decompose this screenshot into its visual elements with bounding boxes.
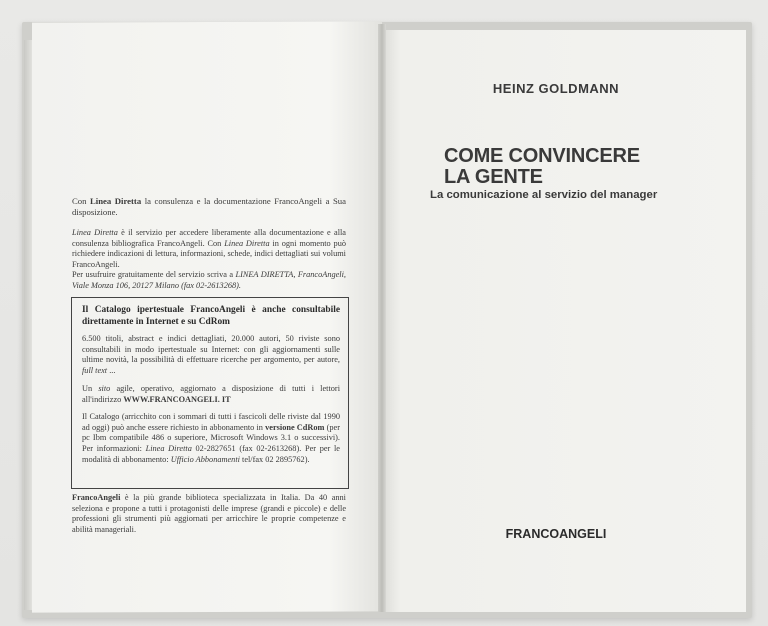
- service-paragraph: Linea Diretta è il servizio per accedere liberamente alla documentazione e alla consulenza bibliografica FrancoAngeli. Con Linea Diretta in ogni momento può richiedere indicazioni di lettura, informazioni, schede, indici dettagliati sui volumi FrancoAngeli. Per usufruire gratuitamente del servizio scriva a LINEA DIRETTA, FrancoAngeli, Viale Monza 106, 20127 Milano (fax 02-2613268).: [72, 228, 346, 290]
- catalog-box: [71, 297, 349, 489]
- book-subtitle: La comunicazione al servizio del manager: [430, 189, 658, 201]
- book-title: [444, 146, 744, 188]
- book-gutter: [378, 24, 386, 612]
- publisher-blurb: FrancoAngeli è la più grande biblioteca specializzata in Italia. Da 40 anni seleziona e propone a tutti i protagonisti delle imprese (grandi e piccole) e delle professioni gli strumenti più aggiornati per arricchire le proprie competenze e abilità manageriali.: [72, 493, 346, 535]
- catalog-para-3: Il Catalogo (arricchito con i sommari di tutti i fascicoli delle riviste dal 1990 ad oggi) può anche essere richiesto in abbonamento in versione CdRom (per pc Ibm compatibile 486 o superiore, Microsoft Windows 3.1 o successivi). Per informazioni: Linea Diretta 02-2827651 (fax 02-2613268). Per per le modalità di abbonamento: Ufficio Abbonamenti tel/fax 02 2895762).: [82, 412, 340, 464]
- title-line-1: COME CONVINCERE: [444, 145, 640, 167]
- right-page: [382, 30, 746, 612]
- catalog-box-heading: Il Catalogo ipertestuale FrancoAngeli è anche consultabile direttamente in Internet e su CdRom: [82, 305, 340, 327]
- catalog-para-2: Un sito agile, operativo, aggiornato a disposizione di tutti i lettori all'indirizzo WWW.FRANCOANGELI. IT: [82, 384, 341, 404]
- intro-paragraph: Con Linea Diretta la consulenza e la documentazione FrancoAngeli a Sua disposizione.: [72, 196, 346, 218]
- publisher-name: FRANCOANGELI: [505, 527, 607, 541]
- title-line-2: LA GENTE: [444, 166, 543, 188]
- author-name: HEINZ GOLDMANN: [492, 81, 620, 96]
- catalog-para-1: 6.500 titoli, abstract e indici dettagliati, 20.000 autori, 50 riviste sono consultabili in modo ipertestuale su Internet: con gli aggiornamenti sulle ultime novità, la possibilità di effettuare ricerche per argomento, per autore, full text ...: [82, 334, 340, 376]
